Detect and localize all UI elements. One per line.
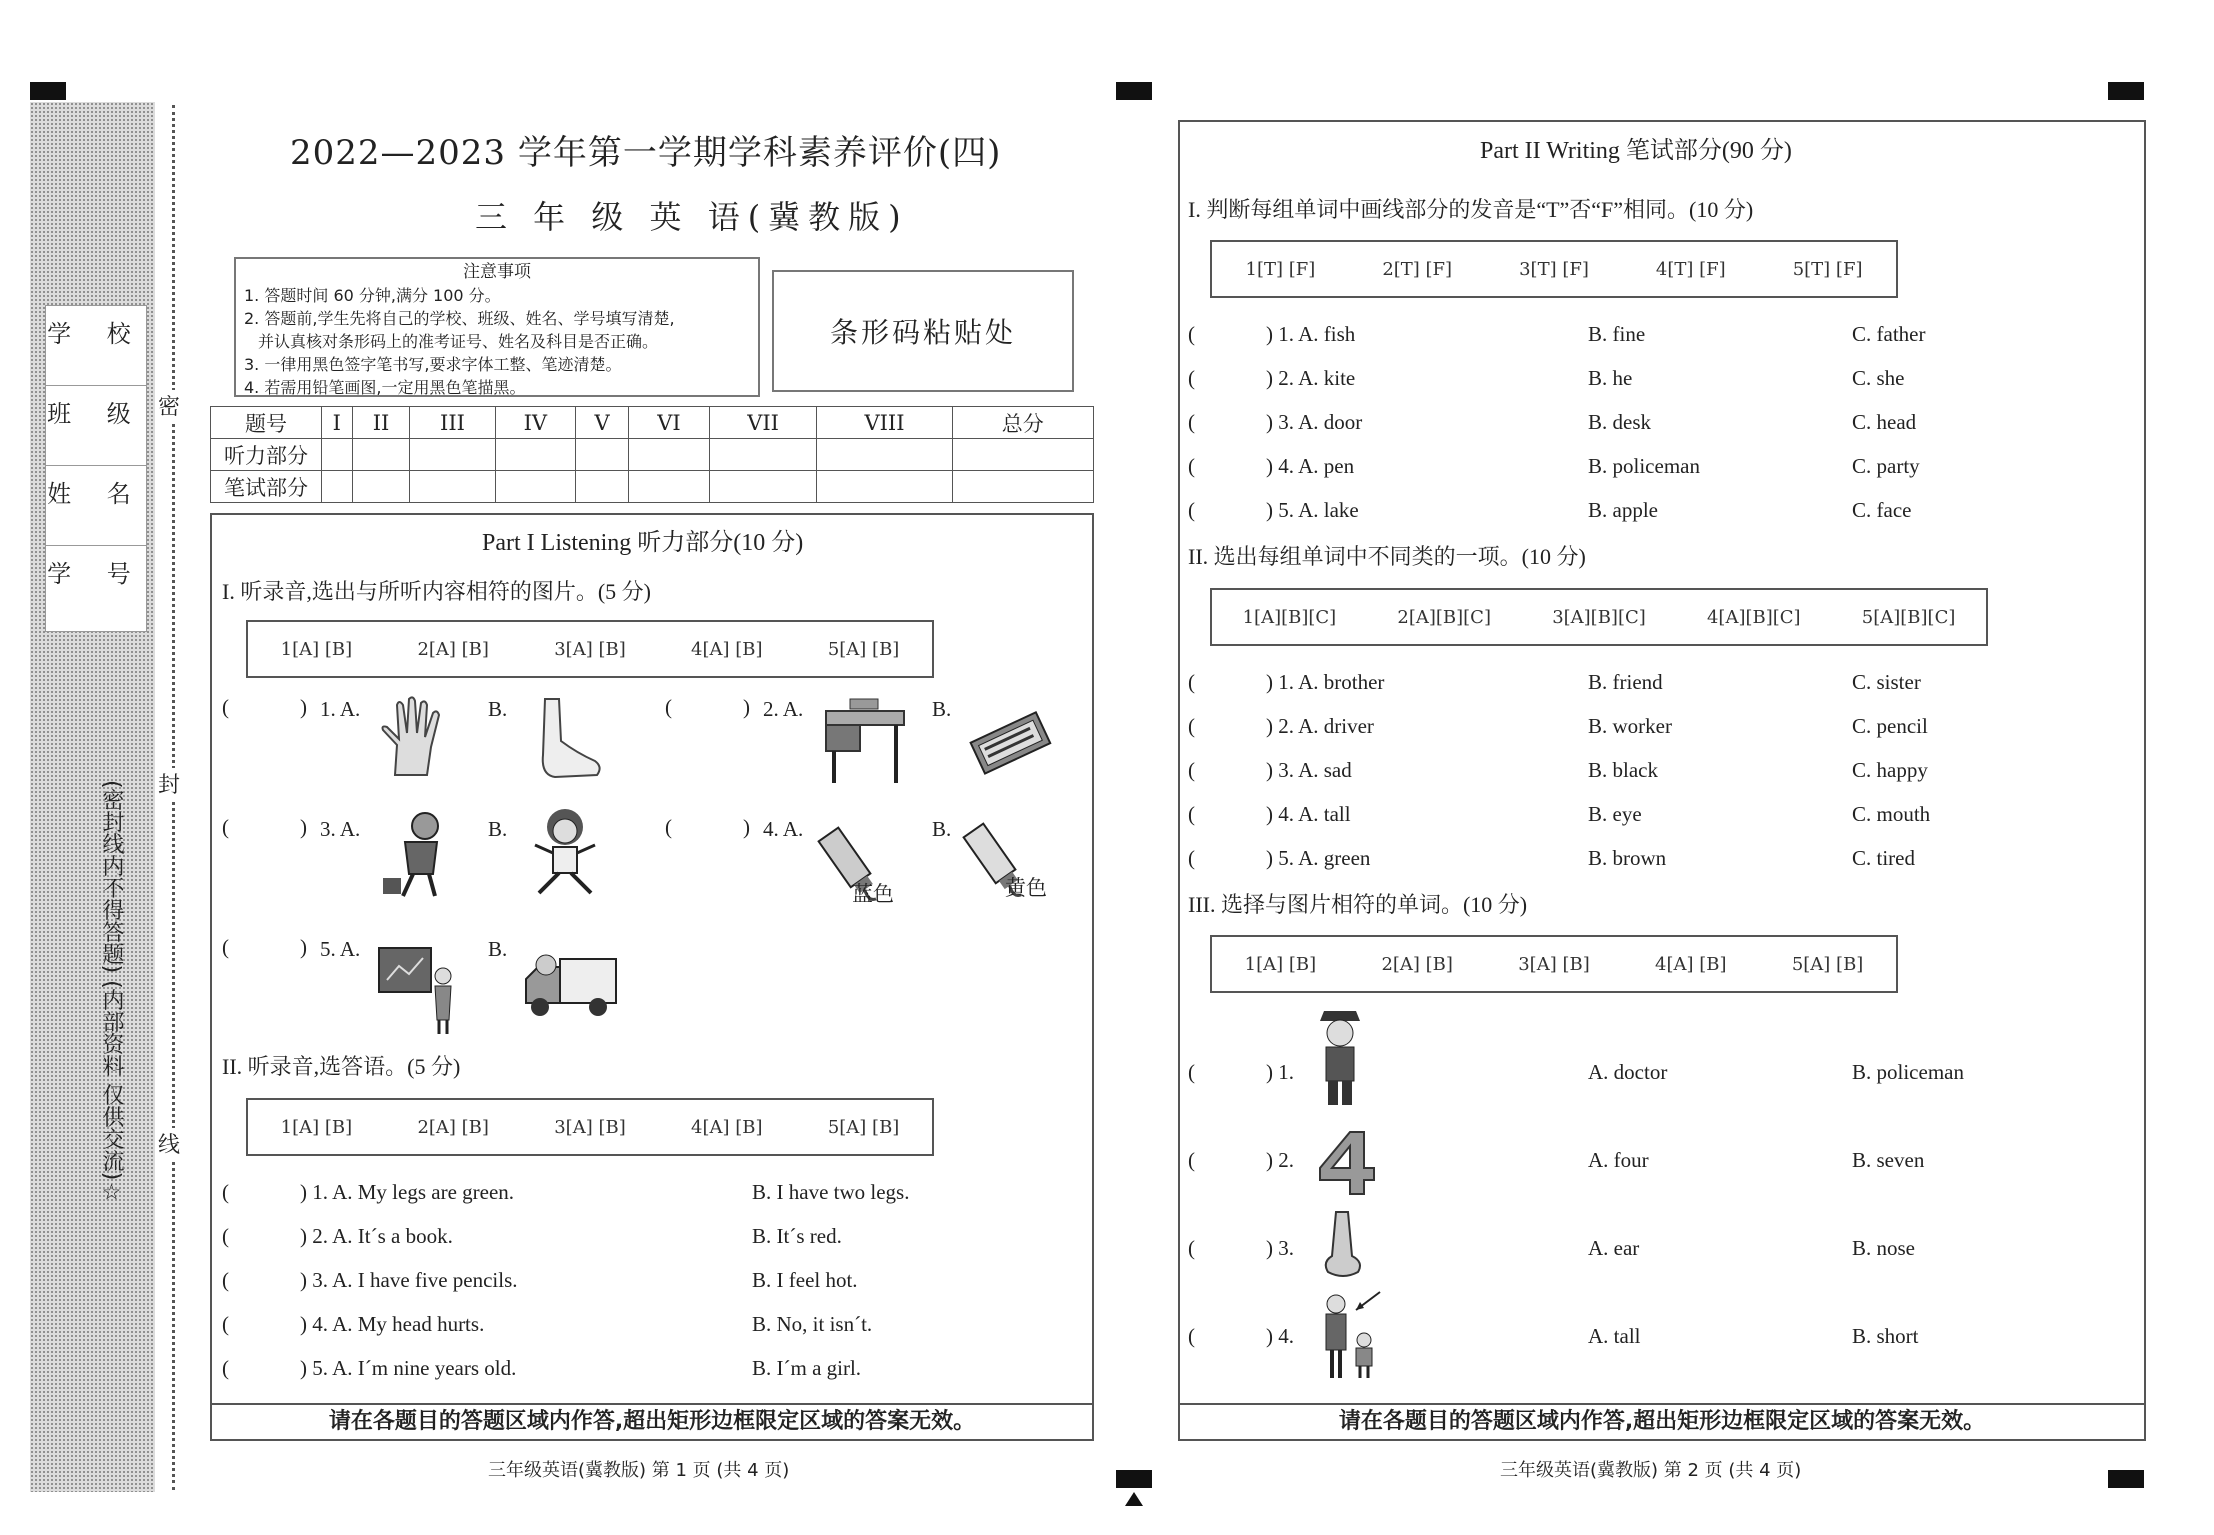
answer-choice[interactable]: 3[A] [B] bbox=[554, 1116, 626, 1138]
answer-paren[interactable]: ( bbox=[222, 815, 229, 839]
q-number: 2. A. bbox=[763, 697, 804, 721]
q-option-b: B. short bbox=[1852, 1324, 1919, 1348]
q-number: ) 3. bbox=[1266, 1236, 1294, 1260]
name-field[interactable] bbox=[46, 466, 146, 546]
registration-mark bbox=[1116, 1470, 1152, 1488]
q-option-b: B. seven bbox=[1852, 1148, 1925, 1172]
q-option-c: C. sister bbox=[1852, 670, 1921, 694]
school-label: 学 校 bbox=[47, 320, 145, 348]
q-option-c: C. she bbox=[1852, 366, 1905, 390]
seal-char: 封 bbox=[158, 768, 180, 799]
score-table bbox=[210, 406, 1094, 503]
q-option-a: ) 5. A. lake bbox=[1266, 498, 1359, 522]
q-option-a: ) 1. A. brother bbox=[1266, 670, 1385, 694]
q-number: ) 2. bbox=[1266, 1148, 1294, 1172]
answer-choice[interactable]: 4[T] [F] bbox=[1655, 258, 1726, 280]
notice-item: 1. 答题时间 60 分钟,满分 100 分。 bbox=[244, 286, 501, 305]
pencil-box-picture bbox=[968, 700, 1052, 784]
option-b: B. bbox=[488, 817, 508, 841]
q-number: ) 4. bbox=[1266, 1324, 1294, 1348]
seal-char: 密 bbox=[158, 390, 180, 421]
answer-choice[interactable]: 4[A] [B] bbox=[691, 638, 763, 660]
tall-short-people-picture bbox=[1310, 1288, 1390, 1380]
notice-item: 并认真核对条形码上的准考证号、姓名及科目是否正确。 bbox=[258, 332, 659, 351]
q-option-b: B. black bbox=[1588, 758, 1658, 782]
q-option-c: C. face bbox=[1852, 498, 1912, 522]
q-option-b: B. friend bbox=[1588, 670, 1663, 694]
answer-paren[interactable]: ( bbox=[1188, 498, 1195, 522]
answer-paren[interactable]: ( bbox=[1188, 322, 1195, 346]
q-option-a: ) 4. A. tall bbox=[1266, 802, 1351, 826]
score-cell[interactable] bbox=[495, 439, 575, 471]
q-option-b: B. policeman bbox=[1588, 454, 1700, 478]
answer-choice[interactable]: 5[A] [B] bbox=[1791, 953, 1864, 975]
score-cell[interactable] bbox=[322, 439, 353, 471]
option-b: B. bbox=[932, 697, 952, 721]
q-option-c: C. pencil bbox=[1852, 714, 1928, 738]
registration-mark bbox=[1116, 82, 1152, 100]
answer-paren[interactable]: ( bbox=[1188, 1324, 1195, 1348]
score-cell[interactable] bbox=[817, 439, 952, 471]
q-option-a: ) 2. A. kite bbox=[1266, 366, 1356, 390]
registration-mark bbox=[2108, 82, 2144, 100]
q-number: 1. A. bbox=[320, 697, 361, 721]
answer-paren[interactable]: ( bbox=[1188, 1236, 1195, 1260]
answer-choice[interactable]: 4[A] [B] bbox=[1655, 953, 1727, 975]
answer-paren[interactable]: ( bbox=[222, 695, 229, 719]
notice-item: 2. 答题前,学生先将自己的学校、班级、姓名、学号填写清楚, bbox=[244, 309, 675, 328]
part2-title: Part II Writing 笔试部分(90 分) bbox=[1480, 138, 1792, 164]
score-header: V bbox=[576, 407, 629, 439]
number-four-picture bbox=[1316, 1128, 1376, 1198]
score-cell[interactable] bbox=[576, 471, 629, 503]
left-footer-warning: 请在各题目的答题区域内作答,超出矩形边框限定区域的答案无效。 bbox=[210, 1403, 1094, 1441]
seal-char: 线 bbox=[158, 1128, 180, 1159]
answer-paren[interactable]: ( bbox=[222, 1312, 229, 1336]
notice-box bbox=[234, 257, 760, 397]
hand-picture bbox=[375, 695, 455, 777]
notice-item: 3. 一律用黑色签字笔书写,要求字体工整、笔迹清楚。 bbox=[244, 355, 622, 374]
score-header: II bbox=[352, 407, 410, 439]
answer-choice[interactable]: 2[A] [B] bbox=[1381, 953, 1453, 975]
answer-choice[interactable]: 2[A] [B] bbox=[417, 1116, 489, 1138]
answer-choice[interactable]: 1[A] [B] bbox=[280, 1116, 353, 1138]
answer-paren[interactable]: ( bbox=[665, 815, 672, 839]
q-option-c: C. father bbox=[1852, 322, 1926, 346]
right-footer-warning: 请在各题目的答题区域内作答,超出矩形边框限定区域的答案无效。 bbox=[1178, 1403, 2146, 1441]
answer-choice[interactable]: 5[A] [B] bbox=[827, 638, 900, 660]
option-b: B. bbox=[932, 817, 952, 841]
q-option-a: ) 2. A. It´s a book. bbox=[300, 1224, 453, 1248]
score-cell[interactable] bbox=[352, 471, 410, 503]
score-cell[interactable] bbox=[952, 439, 1094, 471]
option-b: B. bbox=[488, 937, 508, 961]
q-option-b: B. I´m a girl. bbox=[752, 1356, 862, 1380]
q-number: 4. A. bbox=[763, 817, 804, 841]
answer-paren[interactable]: ( bbox=[1188, 714, 1195, 738]
driver-truck-picture bbox=[520, 945, 620, 1025]
answer-choice[interactable]: 1[A][B][C] bbox=[1242, 606, 1337, 628]
triangle-mark bbox=[1125, 1492, 1143, 1506]
answer-choice[interactable]: 1[A] [B] bbox=[280, 638, 353, 660]
answer-choice[interactable]: 2[A] [B] bbox=[417, 638, 489, 660]
score-cell[interactable] bbox=[352, 439, 410, 471]
q-option-a: ) 4. A. My head hurts. bbox=[300, 1312, 485, 1336]
answer-paren[interactable]: ( bbox=[1188, 366, 1195, 390]
q-option-a: ) 3. A. I have five pencils. bbox=[300, 1268, 518, 1292]
q-option-a: ) 1. A. My legs are green. bbox=[300, 1180, 515, 1204]
q-option-b: B. worker bbox=[1588, 714, 1672, 738]
score-header: VIII bbox=[817, 407, 952, 439]
score-cell[interactable] bbox=[322, 471, 353, 503]
registration-mark bbox=[30, 82, 66, 100]
q-option-c: C. head bbox=[1852, 410, 1917, 434]
q-option-b: B. he bbox=[1588, 366, 1633, 390]
answer-choice[interactable]: 3[T] [F] bbox=[1519, 258, 1589, 280]
q-option-b: B. fine bbox=[1588, 322, 1646, 346]
answer-paren[interactable]: ( bbox=[1188, 802, 1195, 826]
answer-paren[interactable]: ( bbox=[1188, 846, 1195, 870]
r-section2-title: II. 选出每组单词中不同类的一项。(10 分) bbox=[1188, 544, 1586, 569]
answer-choice[interactable]: 5[A] [B] bbox=[827, 1116, 900, 1138]
score-header: I bbox=[322, 407, 353, 439]
student-number-label: 学 号 bbox=[47, 560, 145, 588]
answer-choice[interactable]: 3[A][B][C] bbox=[1552, 606, 1646, 628]
answer-choice[interactable]: 4[A][B][C] bbox=[1706, 606, 1801, 628]
score-header: 总分 bbox=[952, 407, 1094, 439]
answer-choice[interactable]: 5[T] [F] bbox=[1792, 258, 1863, 280]
answer-paren[interactable]: ( bbox=[222, 1224, 229, 1248]
r-answer-box-2[interactable] bbox=[1210, 588, 1988, 646]
q-number: 5. A. bbox=[320, 937, 361, 961]
registration-mark bbox=[2108, 1470, 2144, 1488]
notice-title: 注意事项 bbox=[463, 262, 531, 282]
q-option-b: B. I have two legs. bbox=[752, 1180, 910, 1204]
score-row-label: 听力部分 bbox=[211, 439, 322, 471]
q-option-b: B. nose bbox=[1852, 1236, 1915, 1260]
r-answer-box-3[interactable] bbox=[1210, 935, 1898, 993]
q-option-b: B. policeman bbox=[1852, 1060, 1964, 1084]
q-option-a: ) 3. A. door bbox=[1266, 410, 1363, 434]
answer-paren[interactable]: ( bbox=[1188, 1148, 1195, 1172]
answer-paren[interactable]: ( bbox=[1188, 454, 1195, 478]
color-label-yellow: 黄色 bbox=[1005, 876, 1047, 900]
score-header: VII bbox=[709, 407, 817, 439]
answer-paren[interactable]: ( bbox=[222, 935, 229, 959]
q-option-c: C. party bbox=[1852, 454, 1920, 478]
answer-choice[interactable]: 1[A] [B] bbox=[1244, 953, 1317, 975]
q-option-a: ) 5. A. I´m nine years old. bbox=[300, 1356, 517, 1380]
happy-boy-picture bbox=[525, 805, 605, 901]
answer-choice[interactable]: 2[A][B][C] bbox=[1397, 606, 1491, 628]
r-section1-title: I. 判断每组单词中画线部分的发音是“T”否“F”相同。(10 分) bbox=[1188, 197, 1754, 222]
score-cell[interactable] bbox=[495, 471, 575, 503]
score-header: VI bbox=[629, 407, 709, 439]
teacher-picture bbox=[375, 940, 461, 1036]
l-section2-title: II. 听录音,选答语。(5 分) bbox=[222, 1054, 461, 1079]
r-section3-title: III. 选择与图片相符的单词。(10 分) bbox=[1188, 892, 1528, 917]
student-info-box bbox=[45, 305, 147, 632]
q-number: ) 1. bbox=[1266, 1060, 1294, 1084]
score-cell[interactable] bbox=[952, 471, 1094, 503]
score-cell[interactable] bbox=[576, 439, 629, 471]
r-answer-box-1[interactable] bbox=[1210, 240, 1898, 298]
q-option-b: B. eye bbox=[1588, 802, 1642, 826]
score-cell[interactable] bbox=[709, 439, 817, 471]
name-label: 姓 名 bbox=[47, 480, 145, 508]
score-row-label: 笔试部分 bbox=[211, 471, 322, 503]
answer-choice[interactable]: 4[A] [B] bbox=[691, 1116, 763, 1138]
answer-choice[interactable]: 2[T] [F] bbox=[1382, 258, 1453, 280]
score-cell[interactable] bbox=[629, 439, 709, 471]
student-number-field[interactable] bbox=[46, 546, 146, 626]
score-header: III bbox=[410, 407, 495, 439]
q-number: 3. A. bbox=[320, 817, 361, 841]
q-option-b: B. desk bbox=[1588, 410, 1651, 434]
strip-vertical-note: (密封线内不得答题) (内部资料 仅供交流)☆ bbox=[99, 780, 124, 1206]
score-header: IV bbox=[495, 407, 575, 439]
answer-choice[interactable]: 3[A] [B] bbox=[554, 638, 626, 660]
q-option-c: C. tired bbox=[1852, 846, 1915, 870]
q-option-b: B. It´s red. bbox=[752, 1224, 842, 1248]
answer-paren[interactable]: ( bbox=[665, 695, 672, 719]
barcode-area: 条形码粘贴处 bbox=[772, 270, 1074, 392]
q-option-a: A. doctor bbox=[1588, 1060, 1668, 1084]
answer-paren[interactable]: ( bbox=[1188, 670, 1195, 694]
q-option-a: A. ear bbox=[1588, 1236, 1640, 1260]
class-field[interactable] bbox=[46, 386, 146, 466]
score-cell[interactable] bbox=[410, 439, 495, 471]
answer-paren[interactable]: ( bbox=[222, 1180, 229, 1204]
answer-paren[interactable]: ( bbox=[1188, 410, 1195, 434]
q-option-a: A. tall bbox=[1588, 1324, 1641, 1348]
l-answer-box-2[interactable] bbox=[246, 1098, 934, 1156]
score-header: 题号 bbox=[211, 407, 322, 439]
policeman-picture bbox=[1310, 1005, 1370, 1109]
q-option-b: B. No, it isn´t. bbox=[752, 1312, 873, 1336]
exam-title: 2022—2023 学年第一学期学科素养评价(四) bbox=[290, 133, 1002, 173]
class-label: 班 级 bbox=[47, 400, 145, 428]
q-option-c: C. happy bbox=[1852, 758, 1928, 782]
q-option-b: B. apple bbox=[1588, 498, 1658, 522]
right-page-number: 三年级英语(冀教版) 第 2 页 (共 4 页) bbox=[1500, 1460, 1802, 1481]
option-b: B. bbox=[488, 697, 508, 721]
tired-man-picture bbox=[375, 808, 455, 900]
exam-subtitle: 三 年 级 英 语(冀教版) bbox=[475, 198, 909, 236]
q-option-a: ) 1. A. fish bbox=[1266, 322, 1356, 346]
q-option-b: B. I feel hot. bbox=[752, 1268, 858, 1292]
answer-paren[interactable]: ( bbox=[1188, 758, 1195, 782]
score-cell[interactable] bbox=[817, 471, 952, 503]
q-option-a: A. four bbox=[1588, 1148, 1649, 1172]
answer-choice[interactable]: 5[A][B][C] bbox=[1861, 606, 1956, 628]
q-option-a: ) 5. A. green bbox=[1266, 846, 1371, 870]
q-option-b: B. brown bbox=[1588, 846, 1667, 870]
part1-title: Part I Listening 听力部分(10 分) bbox=[482, 530, 804, 556]
q-option-a: ) 4. A. pen bbox=[1266, 454, 1355, 478]
q-option-a: ) 2. A. driver bbox=[1266, 714, 1374, 738]
color-label-blue: 蓝色 bbox=[852, 882, 894, 906]
answer-paren[interactable]: ( bbox=[222, 1356, 229, 1380]
l-answer-box-1[interactable] bbox=[246, 620, 934, 678]
score-cell[interactable] bbox=[629, 471, 709, 503]
answer-paren[interactable]: ( bbox=[222, 1268, 229, 1292]
score-cell[interactable] bbox=[410, 471, 495, 503]
q-option-c: C. mouth bbox=[1852, 802, 1931, 826]
l-section1-title: I. 听录音,选出与所听内容相符的图片。(5 分) bbox=[222, 579, 651, 604]
desk-picture bbox=[820, 695, 910, 785]
q-option-a: ) 3. A. sad bbox=[1266, 758, 1352, 782]
foot-picture bbox=[525, 695, 605, 783]
answer-choice[interactable]: 1[T] [F] bbox=[1245, 258, 1316, 280]
answer-paren[interactable]: ( bbox=[1188, 1060, 1195, 1084]
left-page-number: 三年级英语(冀教版) 第 1 页 (共 4 页) bbox=[488, 1460, 790, 1481]
answer-choice[interactable]: 3[A] [B] bbox=[1518, 953, 1590, 975]
score-cell[interactable] bbox=[709, 471, 817, 503]
nose-picture bbox=[1318, 1210, 1368, 1280]
school-field[interactable] bbox=[46, 306, 146, 386]
notice-item: 4. 若需用铅笔画图,一定用黑色笔描黑。 bbox=[244, 378, 526, 397]
